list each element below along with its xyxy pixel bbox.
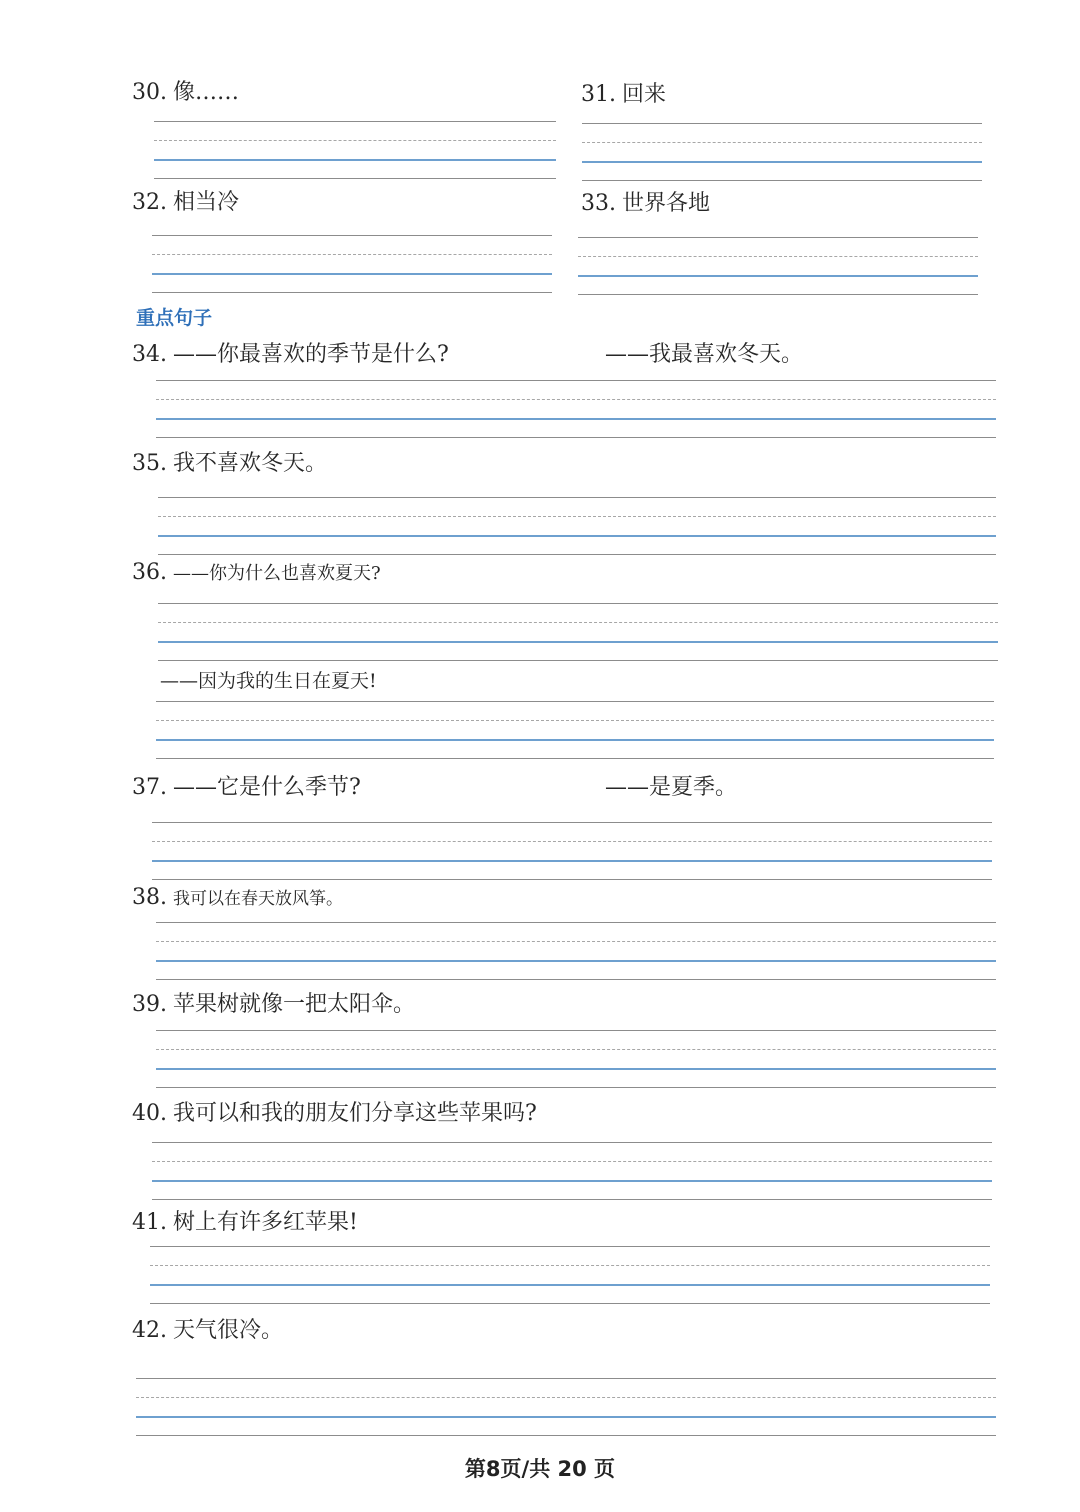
item-text: 回来 [622,82,667,107]
sentence-item-36 [132,560,381,587]
sentence-item-40 [132,1101,537,1127]
item-text: 树上有许多红苹果! [173,1210,358,1235]
item-number: 32. [132,190,167,215]
word-item-30 [132,80,239,106]
item-number: 34. [132,342,167,367]
sentence-item-42 [132,1318,283,1344]
writing-lines[interactable] [156,380,996,438]
item-text: 我不喜欢冬天。 [173,451,328,476]
sentence-answer-34: ——我最喜欢冬天。 [605,342,804,367]
sentence-item-35 [132,451,327,477]
item-number: 30. [132,80,167,105]
item-number: 31. [581,82,616,107]
sentence-item-38 [132,885,343,912]
writing-lines[interactable] [582,123,982,181]
item-number: 39. [132,992,167,1017]
writing-lines[interactable] [158,497,996,555]
item-text: 我可以和我的朋友们分享这些苹果吗? [173,1101,537,1126]
item-text: 相当冷 [173,190,240,215]
section-heading: 重点句子 [136,307,213,329]
word-item-32 [132,190,239,216]
item-text: 天气很冷。 [173,1318,284,1343]
item-text: ——你为什么也喜欢夏天? [173,563,381,584]
writing-lines[interactable] [150,1246,990,1304]
item-text: 苹果树就像一把太阳伞。 [173,992,416,1017]
item-number: 40. [132,1101,167,1126]
word-item-33 [581,191,710,217]
item-text: 世界各地 [622,191,711,216]
writing-lines[interactable] [158,603,998,661]
item-text: ——你最喜欢的季节是什么? [173,342,449,367]
item-number: 42. [132,1318,167,1343]
writing-lines[interactable] [152,822,992,880]
writing-lines[interactable] [152,235,552,293]
sentence-item-41 [132,1210,358,1236]
sentence-item-37 [132,775,361,801]
page-number: 第8页/共 20 页 [464,1457,616,1481]
item-text: ——它是什么季节? [173,775,361,800]
item-text: 我可以在春天放风筝。 [173,889,343,909]
sentence-item-34 [132,342,449,368]
item-text: 像…… [173,80,240,105]
writing-lines[interactable] [156,1030,996,1088]
sentence-answer-37: ——是夏季。 [605,775,738,800]
item-number: 35. [132,451,167,476]
writing-lines[interactable] [152,1142,992,1200]
item-number: 36. [132,560,167,585]
item-number: 38. [132,885,167,910]
writing-lines[interactable] [156,922,996,980]
writing-lines[interactable] [136,1378,996,1436]
word-item-31 [581,82,666,108]
writing-lines[interactable] [578,237,978,295]
writing-lines[interactable] [156,701,994,759]
item-number: 33. [581,191,616,216]
item-number: 41. [132,1210,167,1235]
item-number: 37. [132,775,167,800]
writing-lines[interactable] [154,121,556,179]
sentence-answer-36: ——因为我的生日在夏天! [160,670,377,692]
sentence-item-39 [132,992,415,1018]
